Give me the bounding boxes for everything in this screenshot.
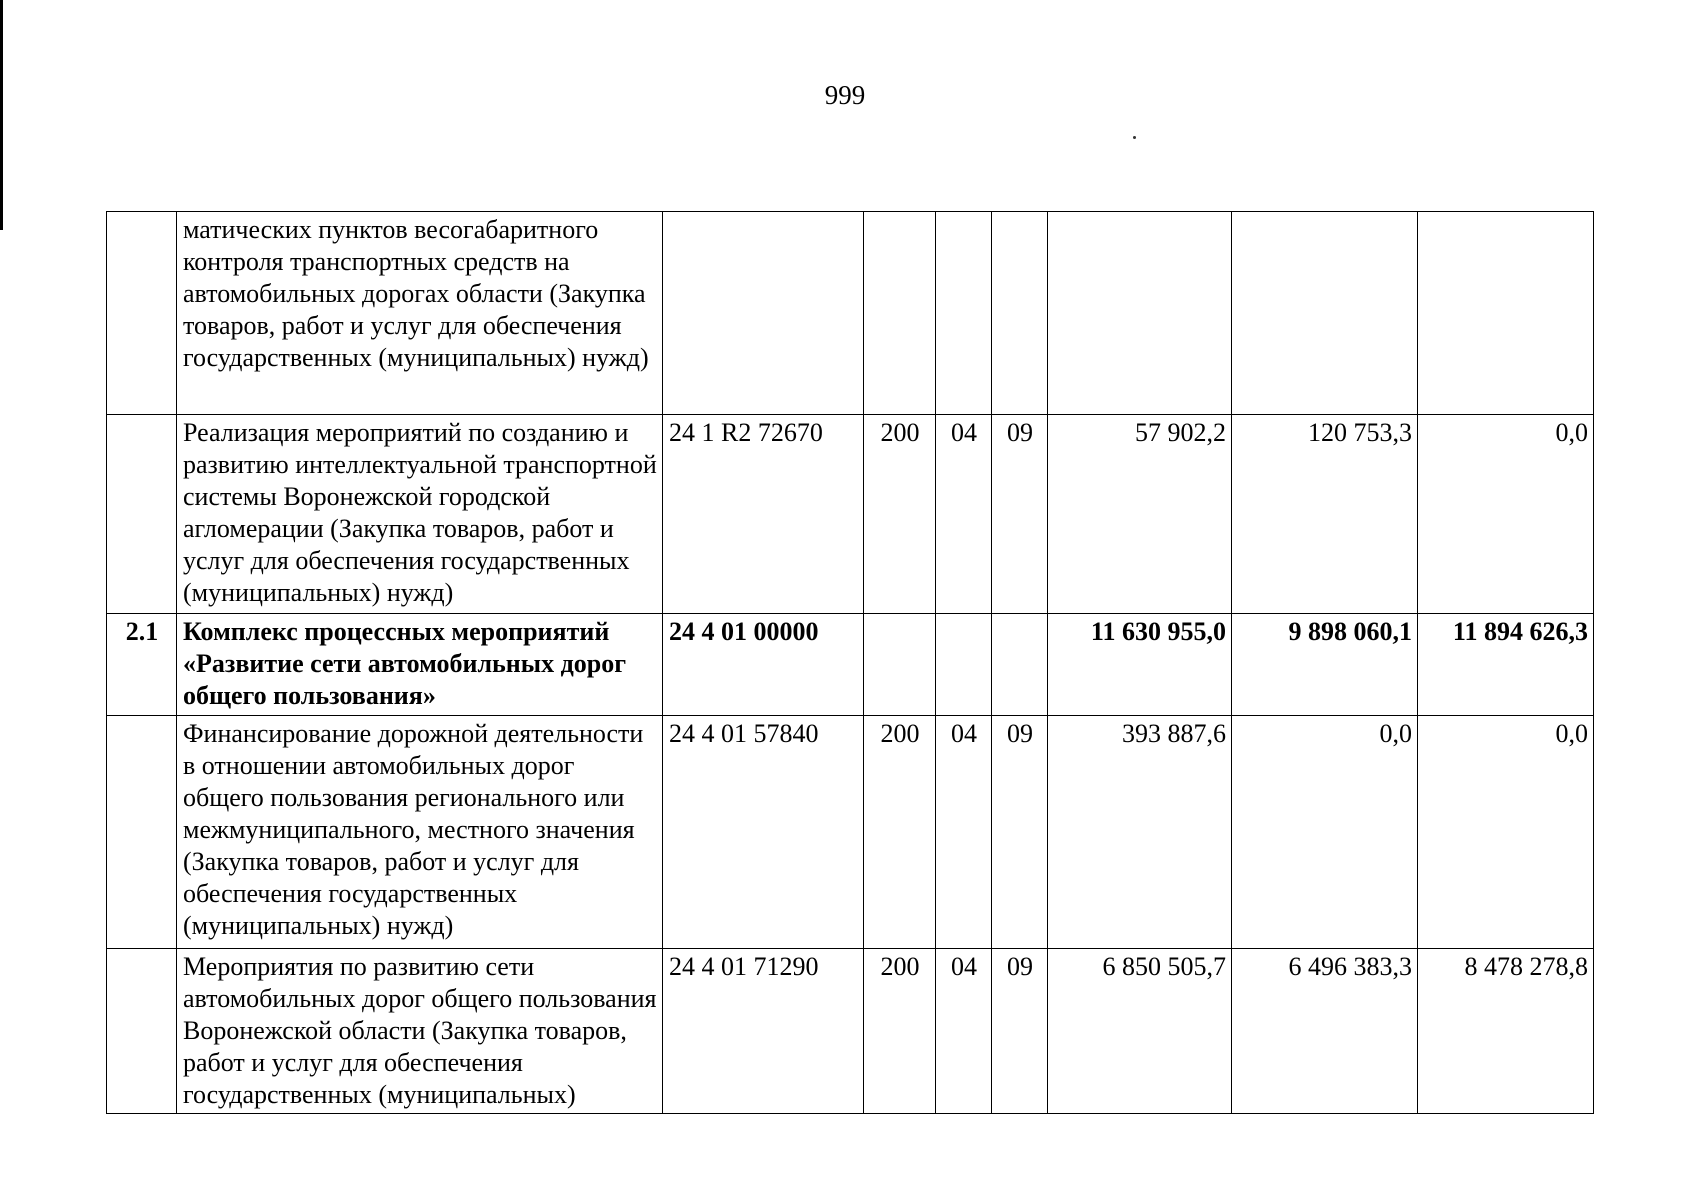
row-description: Комплекс процессных мероприятий «Развитие сети автомобильных дорог общего пользования» bbox=[177, 614, 663, 716]
amount-year-1: 57 902,2 bbox=[1048, 415, 1232, 614]
amount-year-1 bbox=[1048, 212, 1232, 415]
section-code bbox=[936, 614, 992, 716]
amount-year-2: 6 496 383,3 bbox=[1232, 949, 1418, 1114]
section-code: 04 bbox=[936, 415, 992, 614]
amount-year-2 bbox=[1232, 212, 1418, 415]
expense-type-code bbox=[864, 212, 936, 415]
row-description: Реализация мероприятий по созданию и развитию интеллектуальной транспортной системы Воронежской городской агломерации (Закупка товаров, работ и услуг для обеспечения государственных (муниципальных) нужд) bbox=[177, 415, 663, 614]
target-article-code bbox=[663, 212, 864, 415]
table-row bbox=[107, 949, 1594, 1114]
subsection-code: 09 bbox=[992, 415, 1048, 614]
row-number: 2.1 bbox=[107, 614, 177, 716]
amount-year-3 bbox=[1418, 212, 1594, 415]
expense-type-code: 200 bbox=[864, 716, 936, 949]
amount-year-1: 393 887,6 bbox=[1048, 716, 1232, 949]
amount-year-1: 11 630 955,0 bbox=[1048, 614, 1232, 716]
budget-table bbox=[106, 211, 1594, 1114]
row-number bbox=[107, 716, 177, 949]
table-row bbox=[107, 415, 1594, 614]
expense-type-code: 200 bbox=[864, 949, 936, 1114]
subsection-code bbox=[992, 212, 1048, 415]
row-description: матических пунктов весогабаритного контроля транспортных средств на автомобильных дорогах области (Закупка товаров, работ и услуг для обеспечения государственных (муниципальных) нужд) bbox=[177, 212, 663, 415]
row-number bbox=[107, 415, 177, 614]
scan-edge-line bbox=[0, 0, 3, 230]
target-article-code: 24 4 01 57840 bbox=[663, 716, 864, 949]
target-article-code: 24 1 R2 72670 bbox=[663, 415, 864, 614]
expense-type-code: 200 bbox=[864, 415, 936, 614]
row-description: Финансирование дорожной деятельности в отношении автомобильных дорог общего пользования регионального или межмуниципального, местного значения (Закупка товаров, работ и услуг для обеспечения государственных (муниципальных) нужд) bbox=[177, 716, 663, 949]
table-row bbox=[107, 212, 1594, 415]
target-article-code: 24 4 01 00000 bbox=[663, 614, 864, 716]
amount-year-3: 11 894 626,3 bbox=[1418, 614, 1594, 716]
section-code: 04 bbox=[936, 949, 992, 1114]
target-article-code: 24 4 01 71290 bbox=[663, 949, 864, 1114]
expense-type-code bbox=[864, 614, 936, 716]
amount-year-2: 9 898 060,1 bbox=[1232, 614, 1418, 716]
subsection-code bbox=[992, 614, 1048, 716]
page-number: 999 bbox=[824, 80, 866, 110]
table-row bbox=[107, 716, 1594, 949]
row-description: Мероприятия по развитию сети автомобильных дорог общего пользования Воронежской области (Закупка товаров, работ и услуг для обеспечения государственных (муниципальных) bbox=[177, 949, 663, 1114]
table-row-section bbox=[107, 614, 1594, 716]
row-number bbox=[107, 212, 177, 415]
section-code: 04 bbox=[936, 716, 992, 949]
subsection-code: 09 bbox=[992, 716, 1048, 949]
scan-speck bbox=[1133, 136, 1136, 139]
amount-year-1: 6 850 505,7 bbox=[1048, 949, 1232, 1114]
section-code bbox=[936, 212, 992, 415]
amount-year-3: 0,0 bbox=[1418, 415, 1594, 614]
amount-year-2: 0,0 bbox=[1232, 716, 1418, 949]
amount-year-3: 0,0 bbox=[1418, 716, 1594, 949]
row-number bbox=[107, 949, 177, 1114]
amount-year-3: 8 478 278,8 bbox=[1418, 949, 1594, 1114]
amount-year-2: 120 753,3 bbox=[1232, 415, 1418, 614]
subsection-code: 09 bbox=[992, 949, 1048, 1114]
